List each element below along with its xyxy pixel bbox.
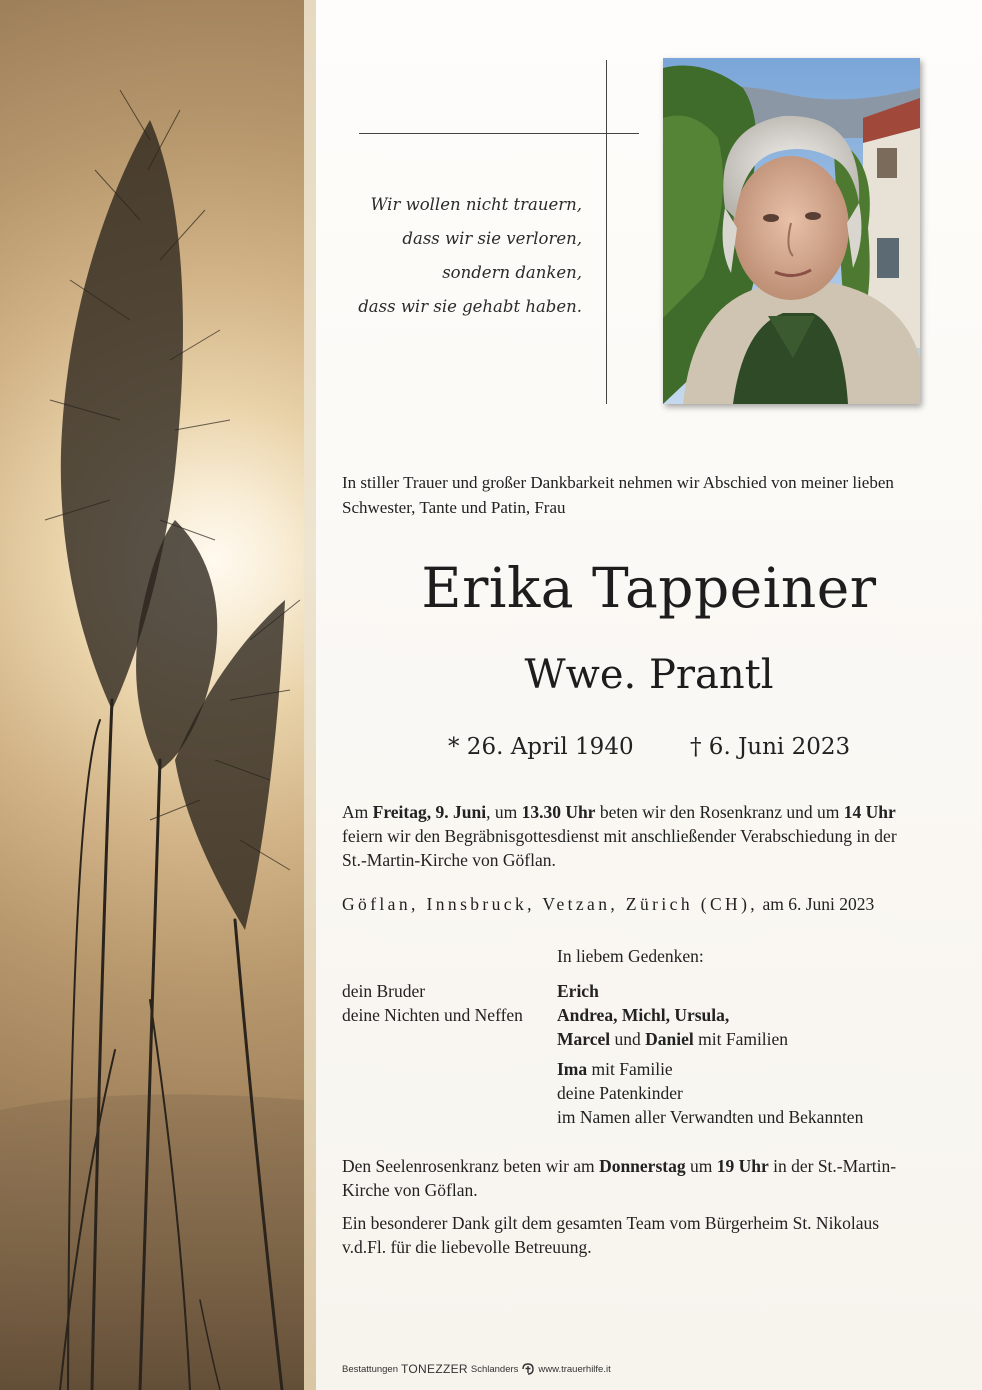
- cross-horizontal-bar: [359, 133, 639, 134]
- brother-name: Erich: [557, 981, 599, 1001]
- trauerhilfe-logo-icon: [521, 1363, 535, 1375]
- portrait-illustration: [663, 58, 920, 404]
- service-text: Am: [342, 802, 373, 822]
- rosary-text: in der St.-Martin-Kirche von Göflan.: [342, 1156, 897, 1200]
- godchildren: deine Patenkinder: [557, 1083, 683, 1103]
- thanks-text: Ein besonderer Dank gilt dem gesamten Team vom Bürgerheim St. Nikolaus v.d.Fl. für die liebevolle Betreuung.: [342, 1213, 880, 1257]
- label-nephews: deine Nichten und Neffen: [342, 1005, 523, 1025]
- footer-website[interactable]: www.trauerhilfe.it: [538, 1363, 611, 1375]
- label-brother: dein Bruder: [342, 981, 426, 1001]
- service-announcement: [342, 800, 912, 872]
- nephew-marcel: Marcel: [557, 1029, 611, 1049]
- service-mass-time: 14 Uhr: [843, 802, 896, 822]
- quote-line: dass wir sie verloren,: [402, 229, 582, 248]
- service-day: Freitag, 9. Juni: [372, 802, 487, 822]
- reed-silhouette-illustration: [0, 0, 304, 1390]
- announcement-date: am 6. Juni 2023: [758, 894, 875, 914]
- quote-line: dass wir sie gehabt haben.: [358, 297, 582, 316]
- service-text: , um: [486, 802, 522, 822]
- intro-text: In stiller Trauer und großer Dankbarkeit nehmen wir Abschied von meiner lieben Schwester, Tante und Patin, Frau: [342, 473, 894, 517]
- death-date: † 6. Juni 2023: [690, 734, 851, 760]
- place-and-date: [342, 894, 912, 915]
- deceased-married-name: Wwe. Prantl: [524, 652, 774, 698]
- service-text: feiern wir den Begräbnisgottesdienst mit anschließender Verabschiedung in der St.-Martin-Kirche von Göflan.: [342, 826, 897, 870]
- reed-sunset-panel: [0, 0, 304, 1390]
- service-text: beten wir den Rosenkranz und um: [595, 802, 844, 822]
- relatives-labels: [342, 979, 523, 1027]
- footer-town: Schlanders: [470, 1363, 519, 1375]
- relative-ima: Ima: [557, 1059, 588, 1079]
- service-rosary-time: 13.30 Uhr: [521, 802, 596, 822]
- rosary-text: um: [685, 1156, 717, 1176]
- footer-prefix: Bestattungen: [342, 1363, 398, 1375]
- memory-heading: In liebem Gedenken:: [557, 946, 704, 966]
- deceased-name: Erika Tappeiner: [421, 556, 877, 620]
- birth-date: * 26. April 1940: [448, 734, 634, 760]
- rosary-announcement: [342, 1154, 902, 1202]
- footer: [342, 1362, 611, 1376]
- with-families: mit Familien: [693, 1029, 789, 1049]
- rosary-day: Donnerstag: [599, 1156, 686, 1176]
- portrait-photo: [663, 58, 920, 404]
- with-family: mit Familie: [587, 1059, 673, 1079]
- on-behalf-of-all: im Namen aller Verwandten und Bekannten: [557, 1107, 864, 1127]
- rosary-time: 19 Uhr: [716, 1156, 769, 1176]
- nephews-names: Andrea, Michl, Ursula,: [557, 1005, 730, 1025]
- cross-vertical-bar: [606, 60, 607, 404]
- conjunction: und: [610, 1029, 646, 1049]
- nephew-daniel: Daniel: [645, 1029, 694, 1049]
- relatives-names: [557, 979, 937, 1129]
- divider-strip: [304, 0, 316, 1390]
- quote-line: sondern danken,: [442, 263, 582, 282]
- rosary-text: Den Seelenrosenkranz beten wir am: [342, 1156, 600, 1176]
- towns: Göflan, Innsbruck, Vetzan, Zürich (CH),: [342, 894, 759, 914]
- quote-line: Wir wollen nicht trauern,: [370, 195, 582, 214]
- footer-brand: TONEZZER: [401, 1362, 468, 1376]
- memorial-quote: [322, 188, 582, 324]
